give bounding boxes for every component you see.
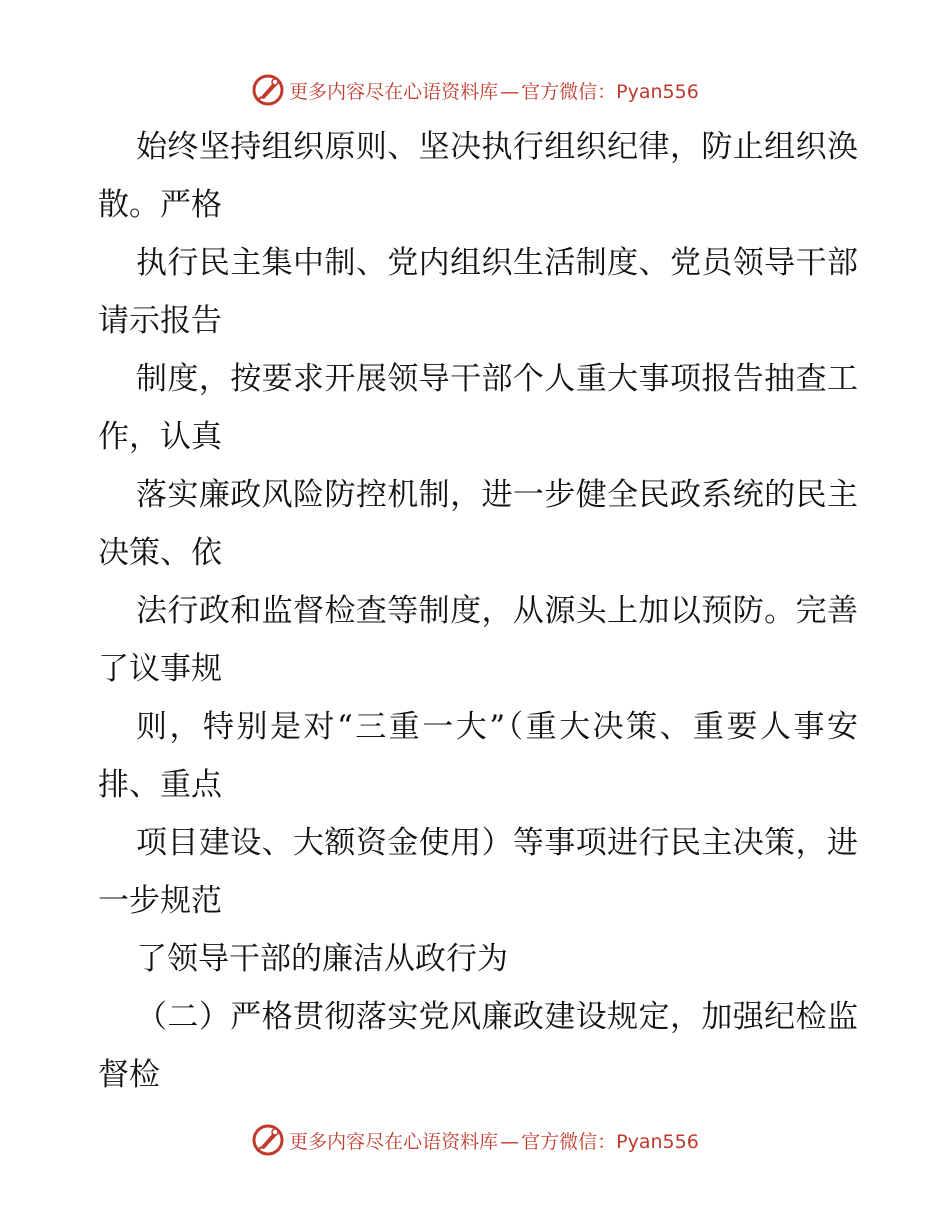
watermark-wechat-text: 官方微信：Pyan556 — [521, 1130, 699, 1153]
watermark-wechat-text: 官方微信：Pyan556 — [521, 80, 699, 103]
paragraph-2: 执行民主集中制、党内组织生活制度、党员领导干部请示报告 — [98, 245, 858, 339]
paragraph-7: 项目建设、大额资金使用）等事项进行民主决策，进一步规范 — [98, 825, 858, 919]
paragraph-3: 制度，按要求开展领导干部个人重大事项报告抽查工作，认真 — [98, 361, 858, 455]
feather-pen-icon — [251, 1123, 285, 1157]
watermark-dash: — — [500, 80, 520, 103]
feather-pen-icon — [251, 73, 285, 107]
watermark-main-text: 更多内容尽在心语资料库 — [289, 80, 499, 103]
paragraph-5: 法行政和监督检查等制度，从源头上加以预防。完善了议事规 — [98, 593, 858, 687]
paragraph-6: 则，特别是对“三重一大”（重大决策、重要人事安排、重点 — [98, 709, 858, 803]
watermark-text — [289, 1127, 699, 1154]
paragraph-4: 落实廉政风险防控机制，进一步健全民政系统的民主决策、依 — [98, 477, 858, 571]
paragraph-9: （二）严格贯彻落实党风廉政建设规定，加强纪检监督检 — [98, 999, 858, 1093]
watermark-dash: — — [500, 1130, 520, 1153]
document-body — [98, 118, 858, 1104]
footer-watermark — [0, 1120, 950, 1160]
watermark-text — [289, 77, 699, 104]
header-watermark — [0, 70, 950, 110]
paragraph-8: 了领导干部的廉洁从政行为 — [136, 941, 508, 977]
watermark-main-text: 更多内容尽在心语资料库 — [289, 1130, 499, 1153]
paragraph-1: 始终坚持组织原则、坚决执行组织纪律，防止组织涣散。严格 — [98, 129, 858, 223]
